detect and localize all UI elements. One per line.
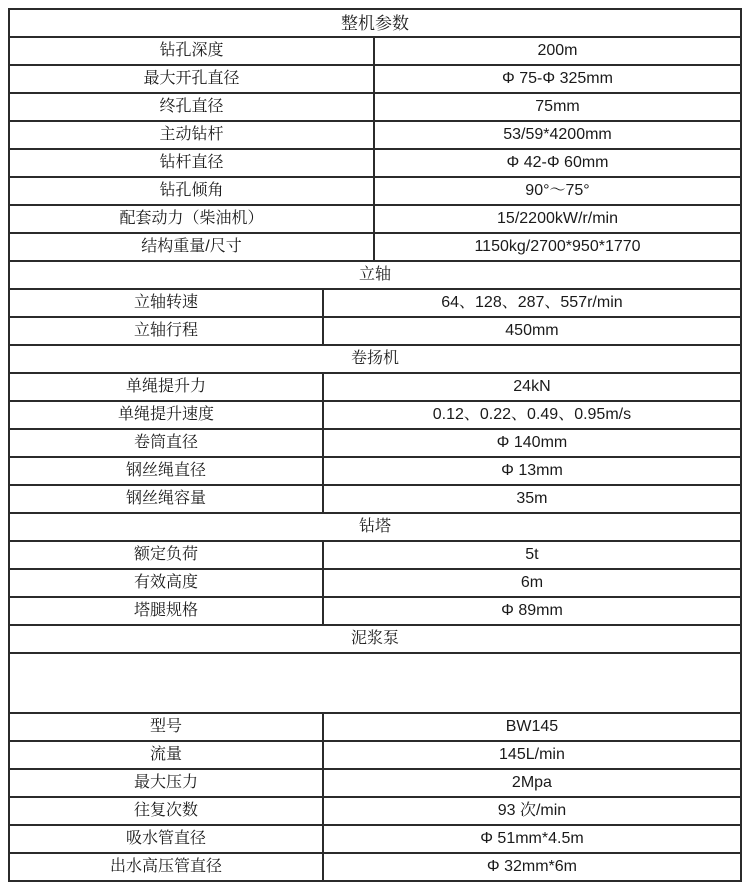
empty-row (10, 654, 740, 714)
table-row (10, 402, 740, 430)
table-row (10, 318, 740, 346)
table-row (10, 598, 740, 626)
spec-label: 出水高压管直径 (10, 854, 324, 880)
spec-value: 145L/min (499, 746, 565, 763)
table-row (10, 570, 740, 598)
spec-label: 钻孔深度 (10, 38, 375, 64)
table-row (10, 122, 740, 150)
table-row (10, 458, 740, 486)
spec-label: 最大开孔直径 (10, 66, 375, 92)
spec-label: 往复次数 (10, 798, 324, 824)
spec-label: 吸水管直径 (10, 826, 324, 852)
spec-value: 90°～75° (525, 182, 590, 199)
section-title: 立轴 (358, 266, 391, 283)
spec-value: 5t (525, 546, 539, 563)
table-row (10, 486, 740, 514)
empty-cell (10, 654, 740, 712)
section-header-mud-pump (10, 626, 740, 654)
section-title: 钻塔 (358, 518, 391, 535)
spec-label: 结构重量/尺寸 (10, 234, 375, 260)
table-row (10, 150, 740, 178)
spec-value: Φ 32mm*6m (486, 858, 577, 875)
spec-label: 有效高度 (10, 570, 324, 596)
table-row (10, 542, 740, 570)
spec-value: 15/2200kW/r/min (497, 210, 618, 227)
spec-label: 单绳提升速度 (10, 402, 324, 428)
section-title: 卷扬机 (350, 350, 399, 367)
table-row (10, 430, 740, 458)
table-title-row (10, 10, 740, 38)
spec-value: Φ 75-Φ 325mm (502, 70, 613, 87)
table-row (10, 94, 740, 122)
table-row (10, 38, 740, 66)
table-row (10, 798, 740, 826)
spec-label: 型号 (10, 714, 324, 740)
section-header-winch (10, 346, 740, 374)
table-row (10, 178, 740, 206)
spec-value: 2Mpa (511, 774, 552, 791)
table-row (10, 234, 740, 262)
spec-table (8, 8, 742, 882)
spec-label: 立轴转速 (10, 290, 324, 316)
spec-label: 钢丝绳直径 (10, 458, 324, 484)
section-header-spindle (10, 262, 740, 290)
spec-label: 终孔直径 (10, 94, 375, 120)
spec-label: 钻孔倾角 (10, 178, 375, 204)
spec-value: 24kN (513, 378, 551, 395)
spec-value: 93 次/min (497, 802, 567, 819)
spec-value: 1150kg/2700*950*1770 (474, 238, 641, 255)
spec-value: 64、128、287、557r/min (441, 294, 623, 311)
table-row (10, 206, 740, 234)
spec-value: 53/59*4200mm (503, 126, 612, 143)
spec-value: 0.12、0.22、0.49、0.95m/s (432, 406, 632, 423)
spec-value: 6m (520, 574, 544, 591)
spec-label: 主动钻杆 (10, 122, 375, 148)
table-row (10, 714, 740, 742)
spec-label: 配套动力（柴油机） (10, 206, 375, 232)
spec-label: 立轴行程 (10, 318, 324, 344)
spec-value: Φ 89mm (501, 602, 563, 619)
spec-value: Φ 13mm (501, 462, 563, 479)
spec-label: 单绳提升力 (10, 374, 324, 400)
spec-value: Φ 140mm (496, 434, 568, 451)
spec-value: 35m (516, 490, 548, 507)
table-row (10, 826, 740, 854)
table-row (10, 742, 740, 770)
table-row (10, 770, 740, 798)
spec-label: 额定负荷 (10, 542, 324, 568)
spec-value: 75mm (535, 98, 580, 115)
spec-label: 钻杆直径 (10, 150, 375, 176)
table-row (10, 374, 740, 402)
table-title: 整机参数 (341, 13, 409, 33)
spec-label: 钢丝绳容量 (10, 486, 324, 512)
spec-label: 塔腿规格 (10, 598, 324, 624)
spec-label: 流量 (10, 742, 324, 768)
table-row (10, 290, 740, 318)
section-header-drill-tower (10, 514, 740, 542)
spec-value: BW145 (505, 718, 559, 735)
section-title: 泥浆泵 (350, 630, 399, 647)
spec-value: Φ 42-Φ 60mm (506, 154, 609, 171)
spec-value: 450mm (505, 322, 559, 339)
spec-value: Φ 51mm*4.5m (480, 830, 584, 847)
spec-value: 200m (537, 42, 578, 59)
spec-label: 最大压力 (10, 770, 324, 796)
table-row (10, 66, 740, 94)
table-row (10, 854, 740, 880)
spec-label: 卷筒直径 (10, 430, 324, 456)
